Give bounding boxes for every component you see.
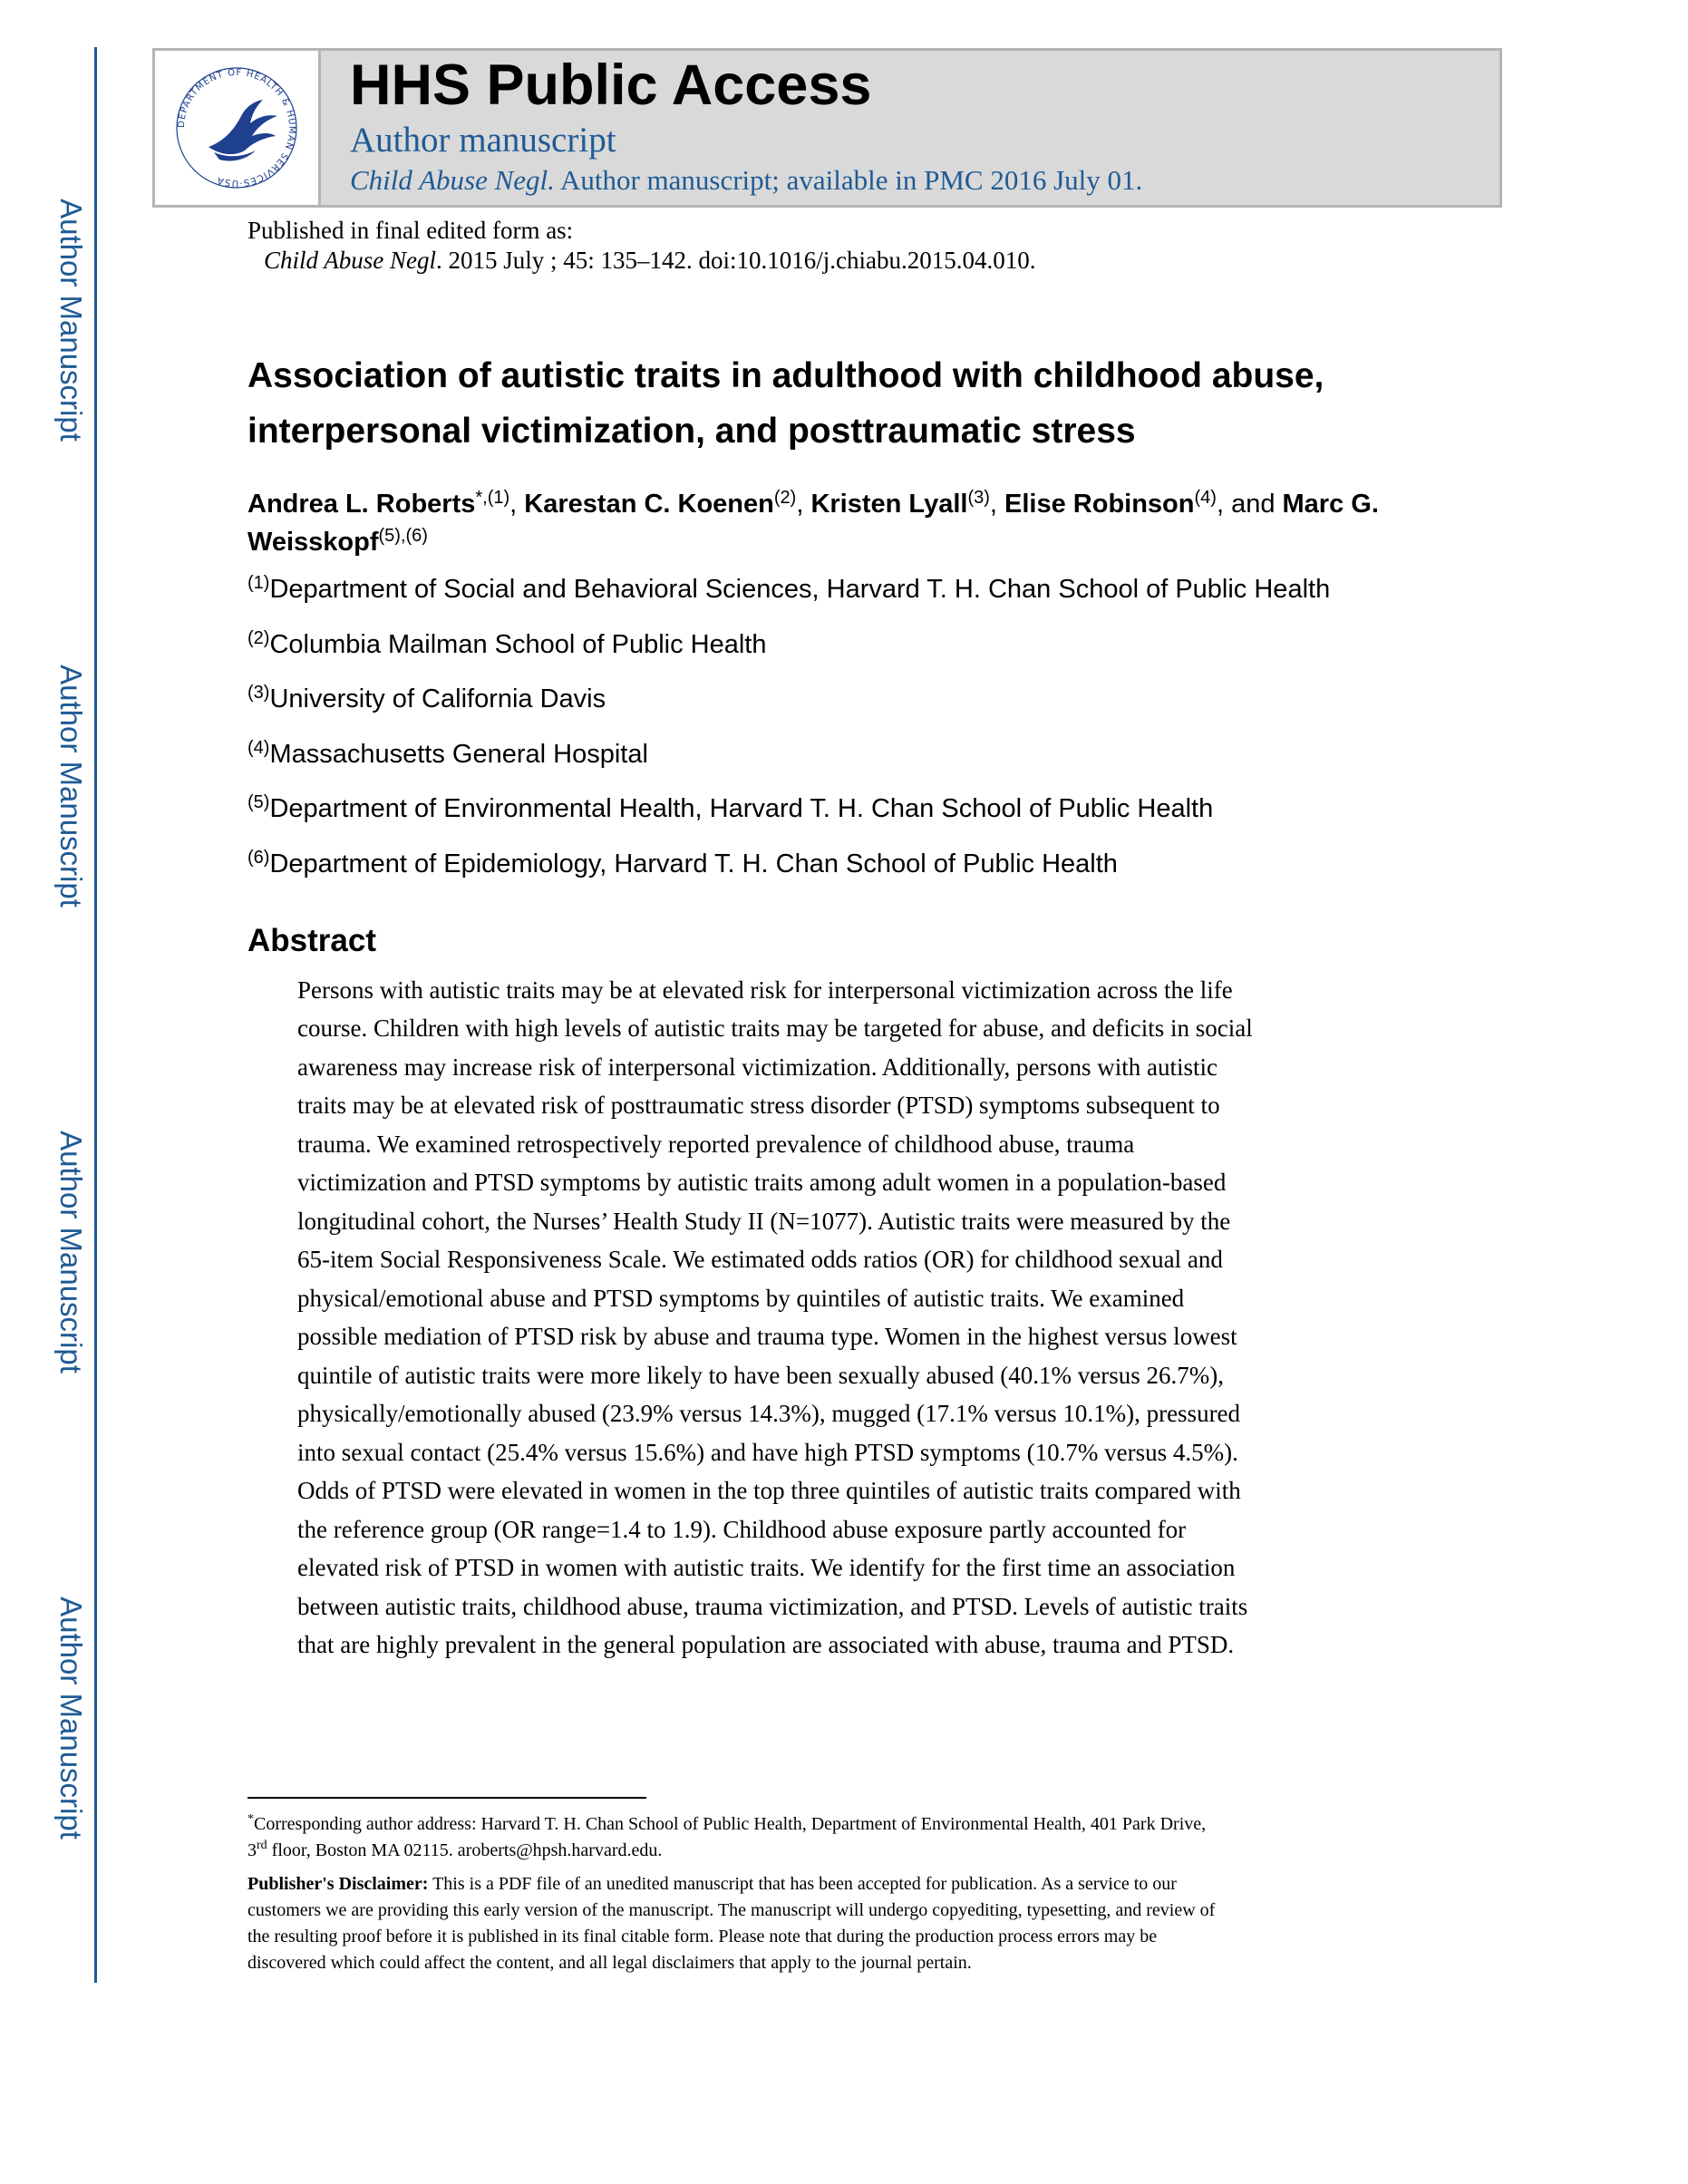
author-separator: , and (1216, 490, 1283, 519)
abstract-line: between autistic traits, childhood abuse, trauma victimization, and PTSD. Levels of autistic traits (297, 1593, 1248, 1620)
publication-info (247, 216, 1036, 276)
corresponding-author-address: 3rd floor, Boston MA 02115. aroberts@hpsh.harvard.edu. (247, 1839, 663, 1860)
hhs-logo (155, 51, 318, 205)
author-separator: , (989, 490, 1005, 519)
abstract-line: 65-item Social Responsiveness Scale. We estimated odds ratios (OR) for childhood sexual and (297, 1246, 1223, 1273)
abstract-line: that are highly prevalent in the general population are associated with abuse, trauma and PTSD. (297, 1631, 1235, 1658)
publisher-disclaimer-line: customers we are providing this early version of the manuscript. The manuscript will undergo copyediting, typesetting, and review of (247, 1900, 1216, 1920)
abstract-line: possible mediation of PTSD risk by abuse and trauma type. Women in the highest versus lowest (297, 1323, 1237, 1350)
abstract-line: into sexual contact (25.4% versus 15.6%) and have high PTSD symptoms (10.7% versus 4.5%). (297, 1439, 1238, 1466)
svg-text:DEPARTMENT OF HEALTH & HUMAN S: DEPARTMENT OF HEALTH & HUMAN SERVICES·USA (176, 67, 297, 189)
abstract-line: physically/emotionally abused (23.9% versus 14.3%), mugged (17.1% versus 10.1%), pressured (297, 1400, 1241, 1427)
affiliation: $^{(2)}$Columbia Mailman School of Public Health (247, 628, 767, 659)
abstract-heading: Abstract (247, 923, 376, 958)
affiliation: $^{(1)}$Department of Social and Behavioral Sciences, Harvard T. H. Chan School of Public Health (247, 573, 1331, 604)
affiliation: $^{(3)}$University of California Davis (247, 683, 606, 713)
abstract-line: trauma. We examined retrospectively reported prevalence of childhood abuse, trauma (297, 1131, 1135, 1158)
abstract-line: quintile of autistic traits were more likely to have been sexually abused (40.1% versus 26.7%), (297, 1362, 1224, 1389)
publisher-disclaimer-line: the resulting proof before it is published in its final citable form. Please note that during the production process errors may be (247, 1927, 1158, 1946)
abstract-line: Persons with autistic traits may be at elevated risk for interpersonal victimization across the life (297, 976, 1233, 1004)
abstract-line: traits may be at elevated risk of posttraumatic stress disorder (PTSD) symptoms subsequent to (297, 1092, 1220, 1119)
author-affil-ref: (3) (967, 488, 990, 508)
hhs-eagle-icon (169, 60, 305, 196)
hhs-title: HHS Public Access (350, 53, 872, 117)
author-name: Kristen Lyall (810, 490, 968, 519)
publication-intro: Published in final edited form as: (247, 217, 574, 244)
sidebar-label-2: Author Manuscript (54, 665, 89, 908)
sidebar-label-4: Author Manuscript (54, 1597, 89, 1839)
author-name: Elise Robinson (1004, 490, 1195, 519)
affiliation: $^{(4)}$Massachusetts General Hospital (247, 738, 648, 769)
author-name: Marc G. Weisskopf (247, 490, 1379, 557)
abstract-line: elevated risk of PTSD in women with autistic traits. We identify for the first time an association (297, 1554, 1236, 1581)
sidebar-label-3: Author Manuscript (54, 1131, 89, 1373)
footnote-rule (247, 1797, 646, 1799)
author-affil-ref: *,(1) (475, 488, 510, 508)
publisher-disclaimer-line: discovered which could affect the content, and all legal disclaimers that apply to the journal pertain. (247, 1953, 972, 1973)
corresponding-author-note: *Corresponding author address: Harvard T. H. Chan School of Public Health, Department of Environmental Health, 401 Park Drive, (247, 1812, 1207, 1834)
abstract-line: victimization and PTSD symptoms by autistic traits among adult women in a population-based (297, 1169, 1227, 1196)
availability-line: Child Abuse Negl. Author manuscript; available in PMC 2016 July 01. (350, 164, 1143, 196)
affiliation: $^{(5)}$Department of Environmental Health, Harvard T. H. Chan School of Public Health (247, 792, 1214, 823)
sidebar-label-1: Author Manuscript (54, 199, 89, 442)
author-manuscript-label: Author manuscript (350, 121, 616, 160)
author-affil-ref: (4) (1194, 488, 1217, 508)
abstract-line: awareness may increase risk of interpersonal victimization. Additionally, persons with autistic (297, 1053, 1217, 1081)
abstract-line: the reference group (OR range=1.4 to 1.9). Childhood abuse exposure partly accounted for (297, 1516, 1187, 1543)
author-affil-ref: (2) (773, 488, 797, 508)
abstract-line: longitudinal cohort, the Nurses’ Health Study II (N=1077). Autistic traits were measured by the (297, 1208, 1231, 1235)
author-separator: , (796, 490, 811, 519)
abstract-line: Odds of PTSD were elevated in women in the top three quintiles of autistic traits compared with (297, 1477, 1241, 1504)
abstract-line: physical/emotional abuse and PTSD symptoms by quintiles of autistic traits. We examined (297, 1285, 1185, 1312)
abstract-line: course. Children with high levels of autistic traits may be targeted for abuse, and deficits in social (297, 1014, 1253, 1042)
author-name: Karestan C. Koenen (524, 490, 774, 519)
article-title: Association of autistic traits in adulthood with childhood abuse, interpersonal victimization, and posttraumatic stress (247, 356, 1324, 451)
hhs-header (152, 48, 1502, 208)
affiliation: $^{(6)}$Department of Epidemiology, Harvard T. H. Chan School of Public Health (247, 848, 1118, 878)
author-name: Andrea L. Roberts (247, 490, 476, 519)
publication-citation: Child Abuse Negl. 2015 July ; 45: 135–142. doi:10.1016/j.chiabu.2015.04.010. (264, 247, 1036, 274)
author-affil-ref: (5),(6) (378, 526, 428, 546)
header-title-panel (321, 51, 1499, 205)
publisher-disclaimer: Publisher's Disclaimer: This is a PDF file of an unedited manuscript that has been accepted for publication. As a service to our (247, 1874, 1177, 1894)
author-list (247, 485, 1489, 561)
author-separator: , (509, 490, 525, 519)
